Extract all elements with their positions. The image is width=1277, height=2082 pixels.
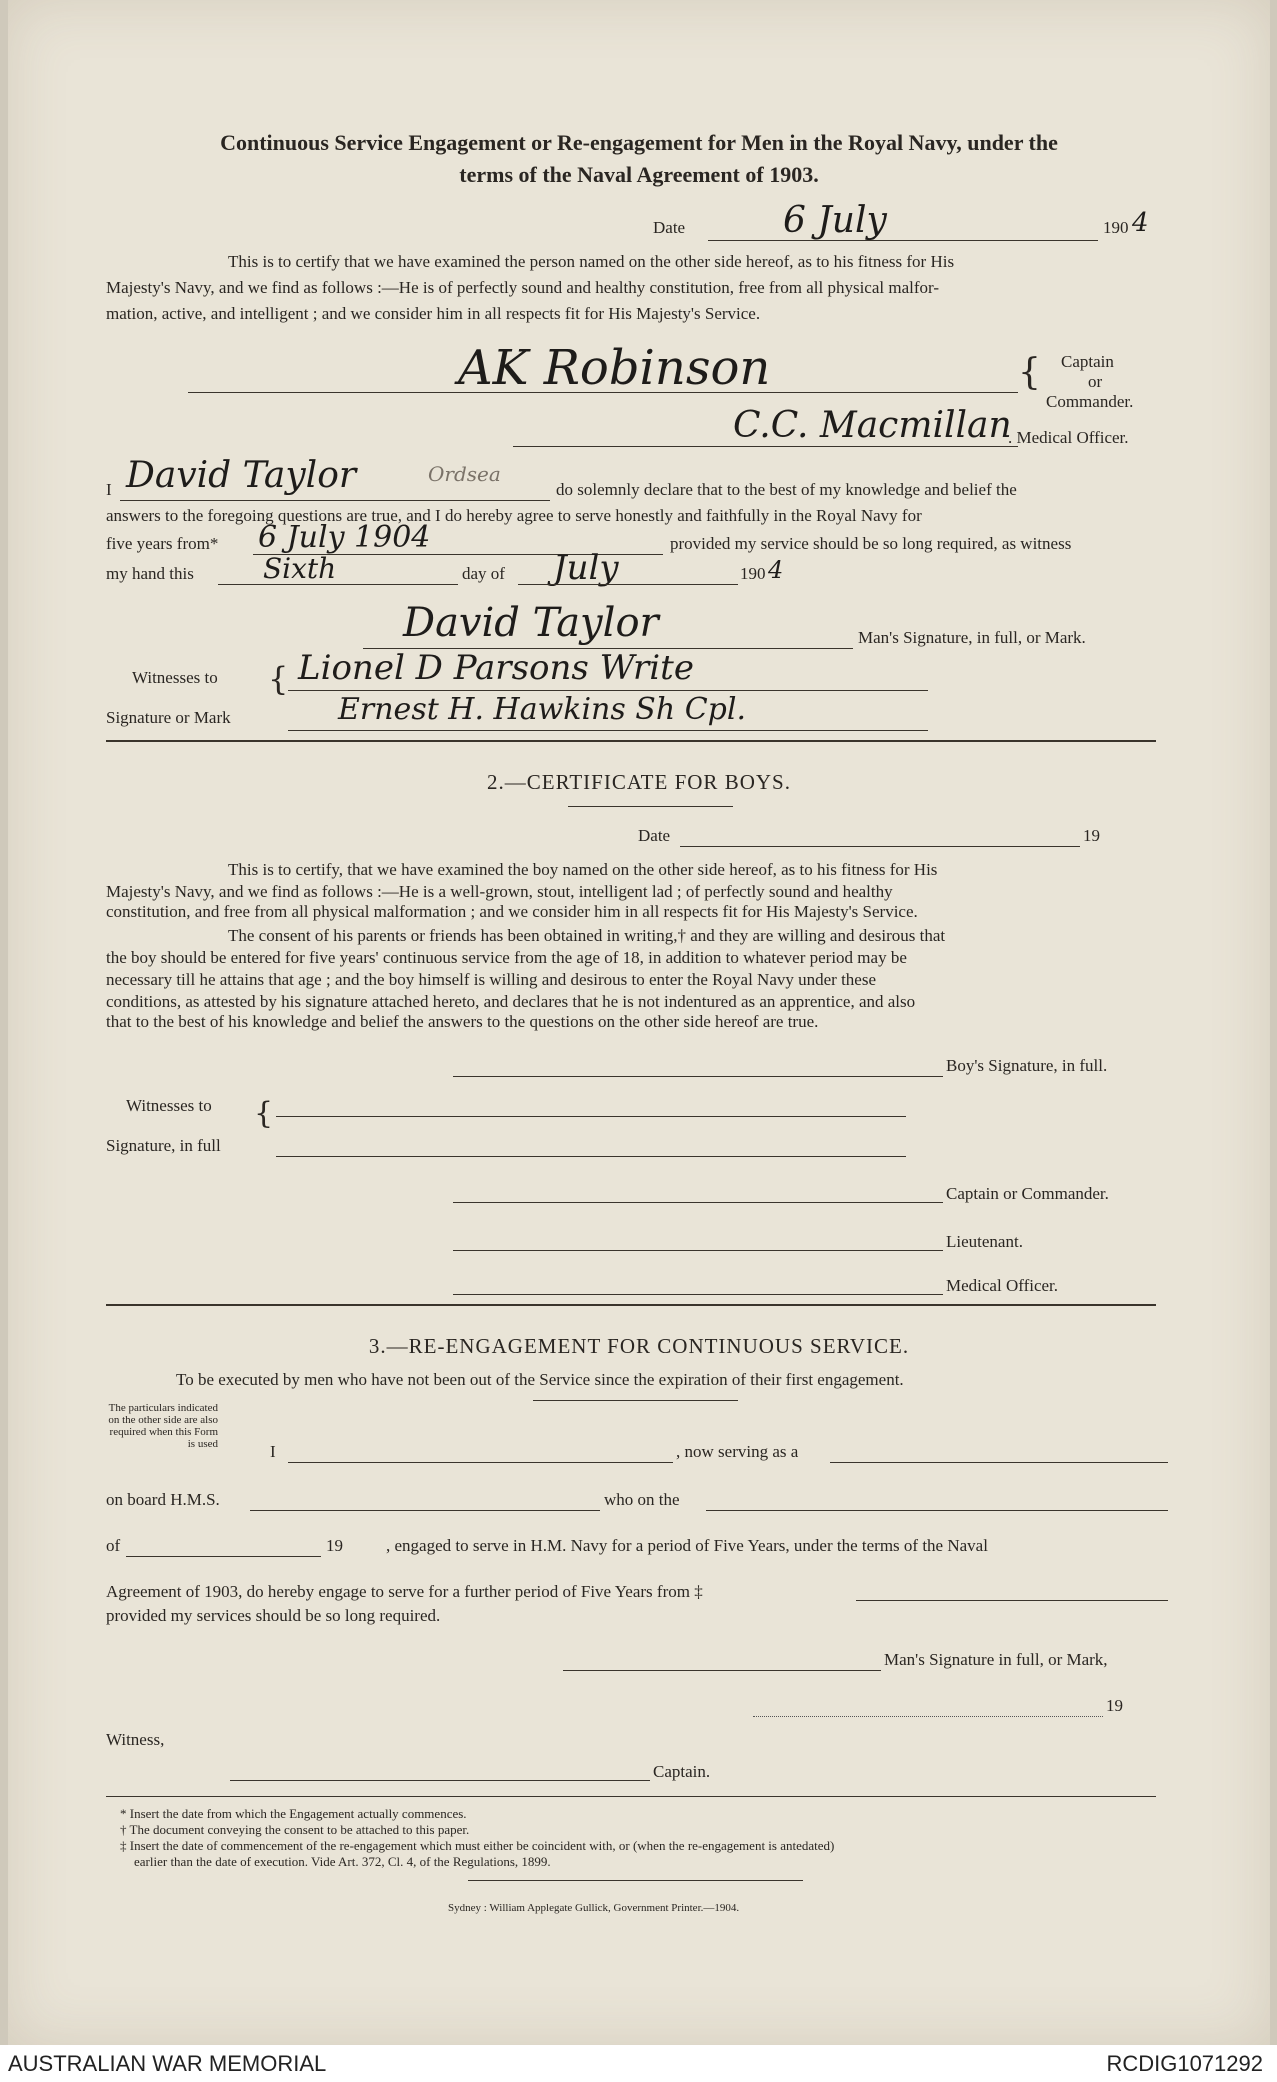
reengagement-year2-label: 19 [1106, 1696, 1123, 1715]
witness2-signature: Ernest H. Hawkins Sh Cpl. [338, 692, 746, 727]
certify-line1: This is to certify that we have examined the person named on the other side hereof, as to his fitness for His [228, 252, 955, 271]
declaration-line1: do solemnly declare that to the best of my knowledge and belief the [556, 480, 1017, 499]
declarant-name-line [120, 500, 550, 501]
reengagement-side-note: The particulars indicated on the other side are also required when this Form is used [108, 1402, 218, 1450]
reengagement-man-sig-line [563, 1670, 881, 1671]
day-handwritten: Sixth [263, 552, 337, 585]
medical-signature: C.C. Macmillan [733, 405, 1012, 446]
document-sheet [8, 0, 1270, 2045]
month-line [518, 584, 738, 585]
section-divider-1 [106, 740, 1156, 742]
provided-services-text: provided my services should be so long required. [106, 1606, 441, 1625]
note-3: ‡ Insert the date of commencement of the re-engagement which must either be coincident with, or (when the re-engagement is antedated) [120, 1838, 835, 1853]
boys-p2-line3: necessary till he attains that age ; and the boy himself is willing and desirous to enter the Royal Navy under these [106, 970, 876, 989]
year-handwritten: 4 [1132, 208, 1149, 238]
signature-or-mark-label: Signature or Mark [106, 708, 231, 727]
declaration-line2: answers to the foregoing questions are true, and I do hereby agree to serve honestly and faithfully in the Royal Navy for [106, 506, 922, 525]
captain-sig-line [188, 392, 1018, 393]
boys-year-label: 19 [1083, 826, 1100, 845]
captain-label: Captain [1061, 352, 1114, 371]
footer-record-id: RCDIG1071292 [1106, 2051, 1263, 2076]
agreement-text: Agreement of 1903, do hereby engage to serve for a further period of Five Years from ‡ [106, 1582, 703, 1601]
my-hand-label: my hand this [106, 564, 194, 583]
reengagement-heading: 3.—RE-ENGAGEMENT FOR CONTINUOUS SERVICE. [368, 1334, 910, 1358]
footer-institution: AUSTRALIAN WAR MEMORIAL [8, 2051, 327, 2076]
five-years-label: five years from* [106, 534, 219, 553]
certify-line3: mation, active, and intelligent ; and we consider him in all respects fit for His Majesty's Service. [106, 304, 761, 323]
day-of-label: day of [462, 564, 505, 583]
boys-lieutenant-line [453, 1250, 943, 1251]
reengagement-captain-line [230, 1780, 650, 1781]
boys-p2-line1: The consent of his parents or friends has been obtained in writing,† and they are willing and desirous that [228, 926, 946, 945]
of-line [126, 1556, 321, 1557]
boys-medical-line [453, 1294, 943, 1295]
rating-line [830, 1462, 1168, 1463]
on-board-label: on board H.M.S. [106, 1490, 220, 1509]
note-1: * Insert the date from which the Engagement actually commences. [120, 1806, 467, 1821]
date-line [708, 240, 1098, 241]
declaration-year-prefix: 190 [740, 564, 766, 583]
boys-date-line [680, 846, 1080, 847]
boys-witness1-line [276, 1116, 906, 1117]
form-title-line2: terms of the Naval Agreement of 1903. [459, 162, 819, 187]
ship-line [250, 1510, 600, 1511]
boys-witness-brace: { [254, 1096, 274, 1131]
man-signature: David Taylor [403, 600, 659, 646]
captain-signature: AK Robinson [458, 340, 771, 396]
man-signature-label: Man's Signature, in full, or Mark. [858, 628, 1086, 647]
boys-p2-line2: the boy should be entered for five years' continuous service from the age of 18, in addition to whatever period may be [106, 948, 907, 967]
boys-captain-label: Captain or Commander. [946, 1184, 1109, 1203]
boy-signature-line [453, 1076, 943, 1077]
witness1-line [288, 690, 928, 691]
now-serving-label: , now serving as a [676, 1442, 799, 1461]
boys-captain-line [453, 1202, 943, 1203]
declaration-year-hand: 4 [768, 556, 784, 584]
declarant-note: Ordsea [428, 462, 501, 486]
medical-officer-label: . Medical Officer. [1008, 428, 1129, 447]
certify-line2: Majesty's Navy, and we find as follows :—He is of perfectly sound and healthy constitution, free from all physical malfor- [106, 278, 939, 297]
further-period-line [856, 1600, 1168, 1601]
date-handwritten: 6 July [783, 200, 887, 241]
printer-line: Sydney : William Applegate Gullick, Government Printer.—1904. [448, 1902, 740, 1914]
month-handwritten: July [553, 548, 619, 588]
reengagement-captain-label: Captain. [653, 1762, 711, 1781]
boys-p2-line5: that to the best of his knowledge and belief the answers to the questions on the other side hereof are true. [106, 1012, 819, 1031]
note-2: † The document conveying the consent to be attached to this paper. [120, 1822, 470, 1837]
boys-medical-label: Medical Officer. [946, 1276, 1059, 1295]
five-years-date: 6 July 1904 [258, 520, 431, 555]
boys-p1-line2: Majesty's Navy, and we find as follows :—He is a well-grown, stout, intelligent lad ; of perfectly sound and healthy [106, 882, 893, 901]
form-title-line1: Continuous Service Engagement or Re-engagement for Men in the Royal Navy, under the [220, 130, 1058, 155]
section-divider-2 [106, 1304, 1156, 1306]
day-line [218, 584, 458, 585]
boys-sig-full-label: Signature, in full [106, 1136, 221, 1155]
reengagement-year-label: 19 [326, 1536, 343, 1555]
witness-label: Witness, [106, 1730, 165, 1749]
archive-footer [0, 2045, 1277, 2082]
witnesses-label: Witnesses to [132, 668, 218, 687]
declaration-i: I [106, 480, 112, 499]
or-label: or [1088, 372, 1103, 391]
reengagement-date-line [753, 1716, 1103, 1717]
medical-sig-line [513, 446, 1018, 447]
boys-witnesses-label: Witnesses to [126, 1096, 212, 1115]
who-on-the-label: who on the [604, 1490, 680, 1509]
reengagement-subheading: To be executed by men who have not been out of the Service since the expiration of their first engagement. [176, 1370, 904, 1389]
boys-p1-line3: constitution, and free from all physical malformation ; and we consider him in all respects fit for His Majesty's Service. [106, 902, 918, 921]
provided-text: provided my service should be so long required, as witness [670, 534, 1072, 553]
boys-date-label: Date [638, 826, 671, 845]
reengagement-name-line [288, 1462, 673, 1463]
commander-label: Commander. [1046, 392, 1134, 411]
reengagement-man-sig-label: Man's Signature in full, or Mark, [884, 1650, 1108, 1669]
boys-witness2-line [276, 1156, 906, 1157]
witness1-signature: Lionel D Parsons Write [298, 648, 694, 688]
note-3b: earlier than the date of execution. Vide Art. 372, Cl. 4, of the Regulations, 1899. [134, 1854, 551, 1869]
date-label: Date [653, 218, 686, 237]
printer-rule [468, 1880, 803, 1881]
boys-p1-line1: This is to certify, that we have examined the boy named on the other side hereof, as to his fitness for His [228, 860, 938, 879]
year-prefix: 190 [1103, 218, 1129, 237]
declarant-name: David Taylor [126, 455, 357, 496]
boys-p2-line4: conditions, as attested by his signature attached hereto, and declares that he is not indentured as an apprentice, and also [106, 992, 916, 1011]
captain-brace: { [1018, 352, 1041, 393]
boy-signature-label: Boy's Signature, in full. [946, 1056, 1108, 1075]
witness-brace: { [268, 660, 289, 698]
who-on-the-line [706, 1510, 1168, 1511]
boys-lieutenant-label: Lieutenant. [946, 1232, 1023, 1251]
boys-heading: 2.—CERTIFICATE FOR BOYS. [487, 770, 791, 794]
witness2-line [288, 730, 928, 731]
notes-divider [106, 1796, 1156, 1797]
of-label: of [106, 1536, 121, 1555]
engaged-text: , engaged to serve in H.M. Navy for a period of Five Years, under the terms of the Naval [386, 1536, 988, 1555]
reengagement-i: I [270, 1442, 276, 1461]
reengagement-subrule [533, 1400, 738, 1401]
boys-heading-rule [568, 806, 733, 807]
